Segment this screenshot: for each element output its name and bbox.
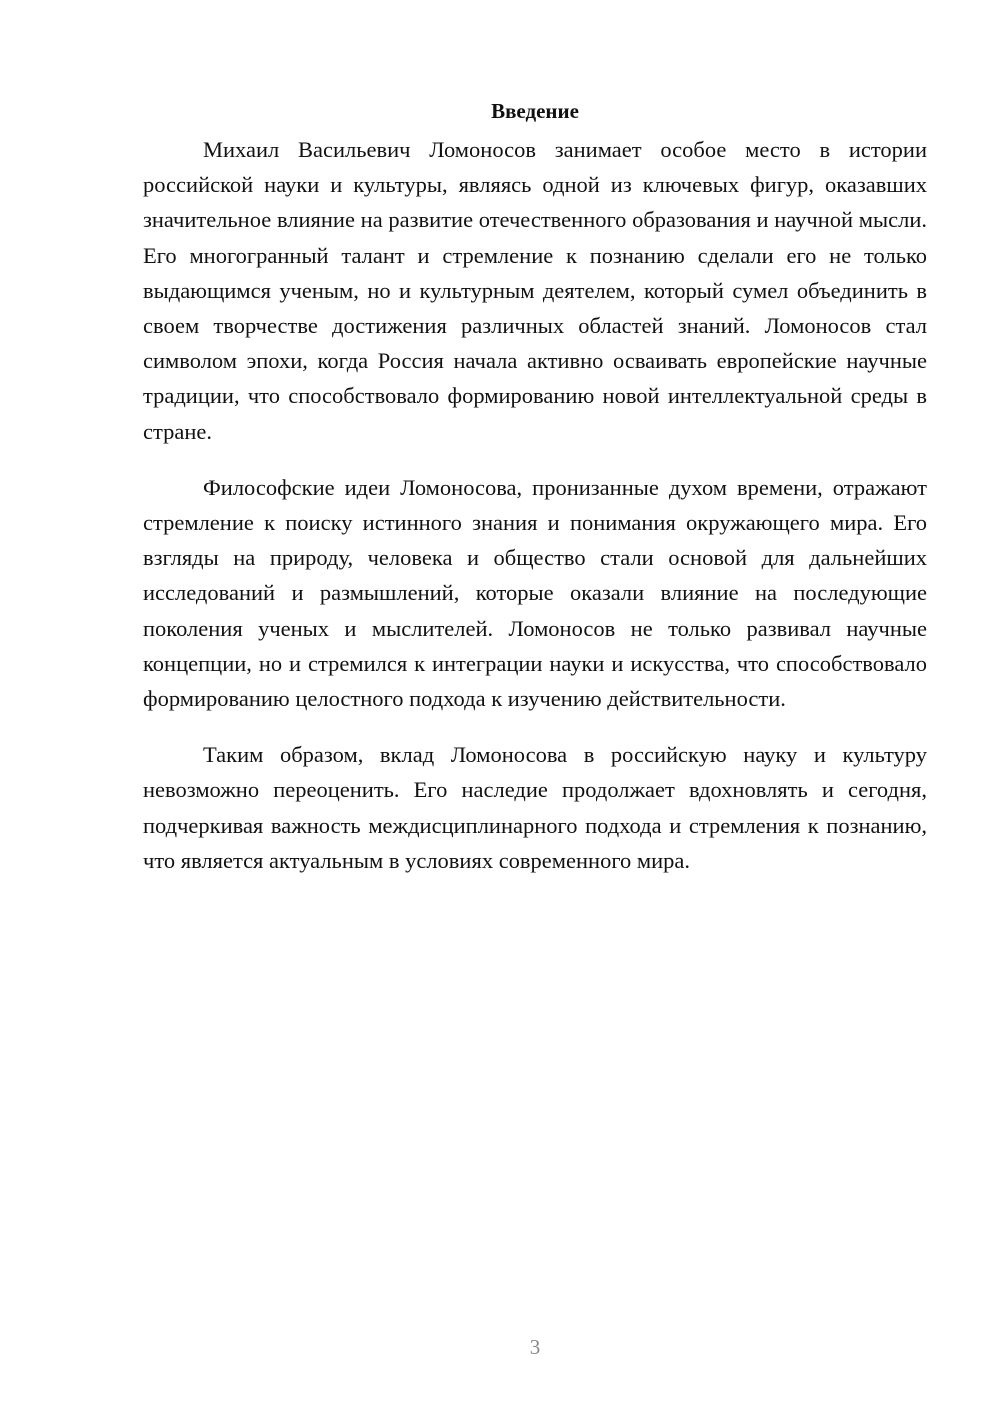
section-title: Введение — [491, 99, 579, 123]
page-content — [143, 96, 927, 899]
paragraph-3: Таким образом, вклад Ломоносова в российскую науку и культуру невозможно переоценить. Его наследие продолжает вдохновлять и сегодня, подчеркивая важность междисциплинарного подхода и стремления к познанию, что является актуальным в условиях современного мира. — [143, 742, 927, 873]
page-number: 3 — [529, 1335, 541, 1359]
paragraph-2: Философские идеи Ломоносова, пронизанные духом времени, отражают стремление к поиску истинного знания и понимания окружающего мира. Его взгляды на природу, человека и общество стали основой для дальнейших исследований и размышлений, которые оказали влияние на последующие поколения ученых и мыслителей. Ломоносов не только развивал научные концепции, но и стремился к интеграции науки и искусства, что способствовало формированию целостного подхода к изучению действительности. — [143, 474, 927, 712]
paragraph-1: Михаил Васильевич Ломоносов занимает особое место в истории российской науки и культуры, являясь одной из ключевых фигур, оказавших значительное влияние на развитие отечественного образования и научной мысли. Его многогранный талант и стремление к познанию сделали его не только выдающимся ученым, но и культурным деятелем, который сумел объединить в своем творчестве достижения различных областей знаний. Ломоносов стал символом эпохи, когда Россия начала активно осваивать европейские научные традиции, что способствовало формированию новой интеллектуальной среды в стране. — [143, 137, 927, 444]
